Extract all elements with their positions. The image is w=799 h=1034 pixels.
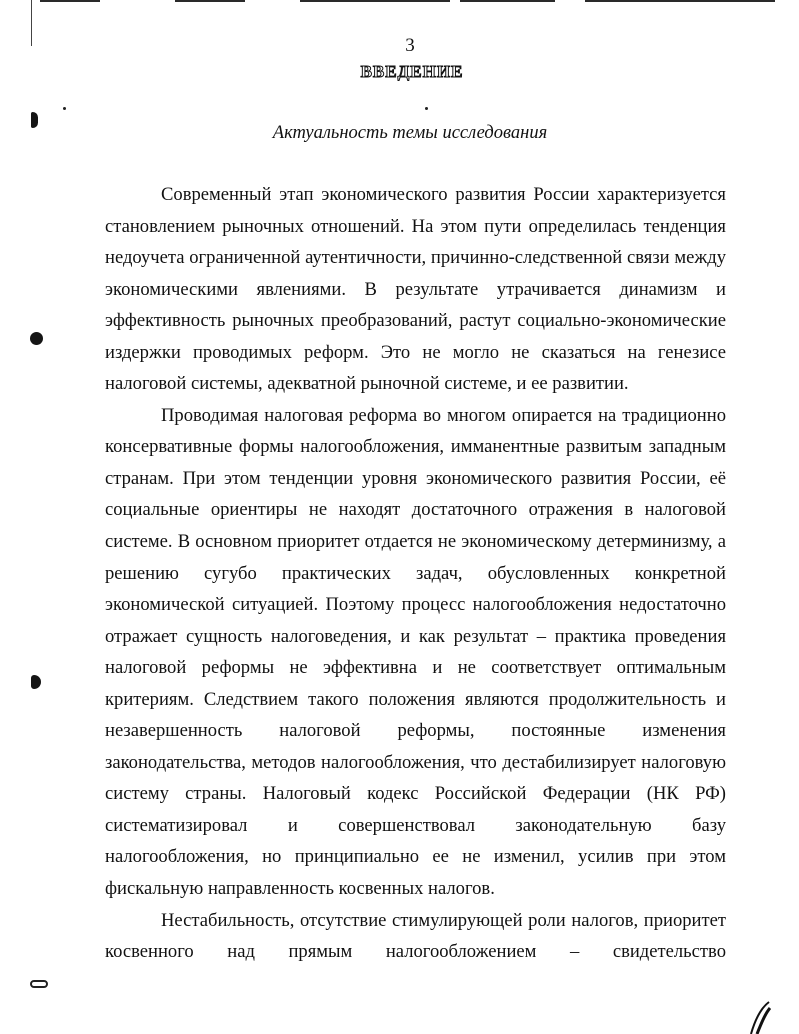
binder-hole-mark (30, 332, 43, 345)
scan-top-edge (175, 0, 245, 2)
scan-speck (63, 107, 66, 110)
binder-hole-mark (31, 675, 41, 689)
binder-hole-mark (30, 980, 48, 988)
paragraph: Современный этап экономического развития России характеризуется становлением рыночных отношений. На этом пути определилась тенденция недоучета ограниченной аутентичности, причинно-следственной связи между экономическими явлениями. В результате утрачивается динамизм и эффективность рыночных преобразований, растут социально-экономические издержки проводимых реформ. Это не могло не сказаться на генезисе налоговой системы, адекватной рыночной системе, и ее развитии. (105, 184, 726, 395)
section-subheading: Актуальность темы исследования (272, 123, 548, 143)
scan-top-edge (300, 0, 450, 2)
page-corner-mark (749, 1000, 771, 1034)
paragraph: Нестабильность, отсутствие стимулирующей роли налогов, приоритет косвенного над прямым налогообложением – свидетельство (105, 909, 726, 963)
page-number: 3 (405, 35, 415, 56)
body-text (105, 179, 726, 968)
section-heading: ВВЕДЕНИЕ (360, 62, 464, 81)
scan-speck (425, 107, 428, 110)
scan-top-edge (460, 0, 555, 2)
scan-top-edge (40, 0, 100, 2)
paragraph: Проводимая налоговая реформа во многом опирается на традиционно консервативные формы налогообложения, имманентные развитым западным странам. При этом тенденции уровня экономического развития России, её социальные ориентиры не находят достаточного отражения в налоговой системе. В основном приоритет отдается не экономическому детерминизму, а решению сугубо практических задач, обусловленных конкретной экономической ситуацией. Поэтому процесс налогообложения недостаточно отражает сущность налоговедения, и как результат – практика проведения налоговой реформы не эффективна и не соответствует оптимальным критериям. Следствием такого положения являются продолжительность и незавершенность налоговой реформы, постоянные изменения законодательства, методов налогообложения, что дестабилизирует налоговую систему страны. Налоговый кодекс Российской Федерации (НК РФ) систематизировал и совершенствовал законодательную базу налогообложения, но принципиально ее не изменил, усилив при этом фискальную направленность косвенных налогов. (105, 404, 726, 900)
scan-top-edge (585, 0, 775, 2)
